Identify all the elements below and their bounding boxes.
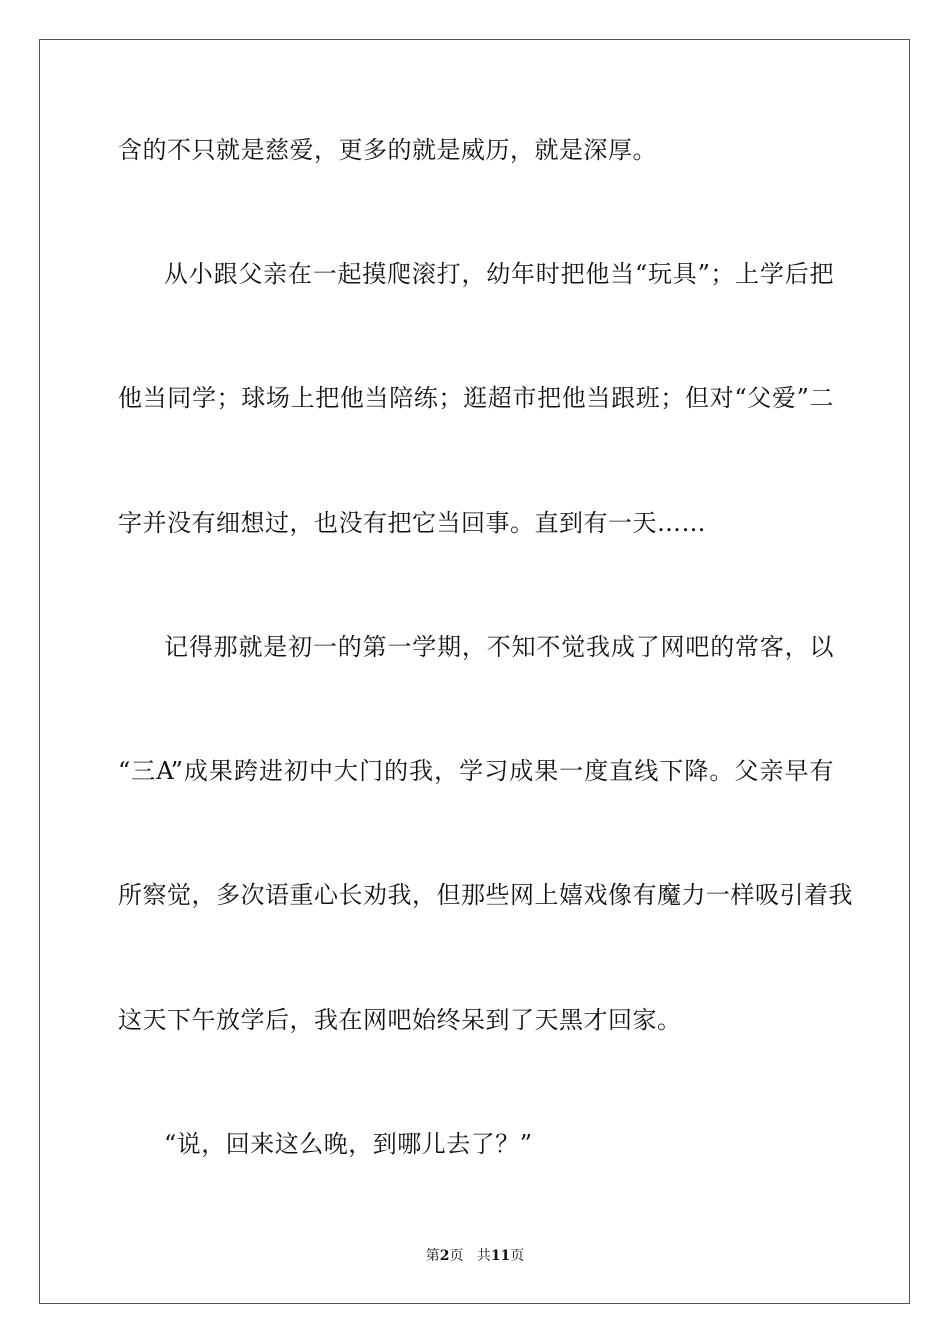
page-border [39, 39, 910, 1304]
text-line: 所察觉，多次语重心长劝我，但那些网上嬉戏像有魔力一样吸引着我 [118, 881, 853, 909]
page-number: 2 [439, 1248, 450, 1264]
text-line: 含的不只就是慈爱，更多的就是威历，就是深厚。 [118, 136, 657, 164]
text-line: 他当同学；球场上把他当陪练；逛超市把他当跟班；但对“父爱”二 [118, 384, 834, 412]
text-line: 记得那就是初一的第一学期，不知不觉我成了网吧的常客，以 [164, 633, 834, 661]
page-suffix: 页 [449, 1248, 464, 1264]
text-line: 这天下午放学后，我在网吧始终呆到了天黑才回家。 [118, 1006, 682, 1034]
total-suffix: 页 [510, 1248, 525, 1264]
text-line: “三A”成果跨进初中大门的我，学习成果一度直线下降。父亲早有 [118, 757, 834, 785]
text-line: 字并没有细想过，也没有把它当回事。直到有一天…… [118, 509, 706, 537]
page-footer [0, 1246, 950, 1266]
text-line: 从小跟父亲在一起摸爬滚打，幼年时把他当“玩具”；上学后把 [164, 260, 834, 288]
total-prefix: 共 [476, 1248, 491, 1264]
text-line: “说，回来这么晚，到哪儿去了？” [164, 1130, 533, 1158]
page-prefix: 第 [425, 1248, 440, 1264]
total-pages: 11 [490, 1248, 511, 1264]
